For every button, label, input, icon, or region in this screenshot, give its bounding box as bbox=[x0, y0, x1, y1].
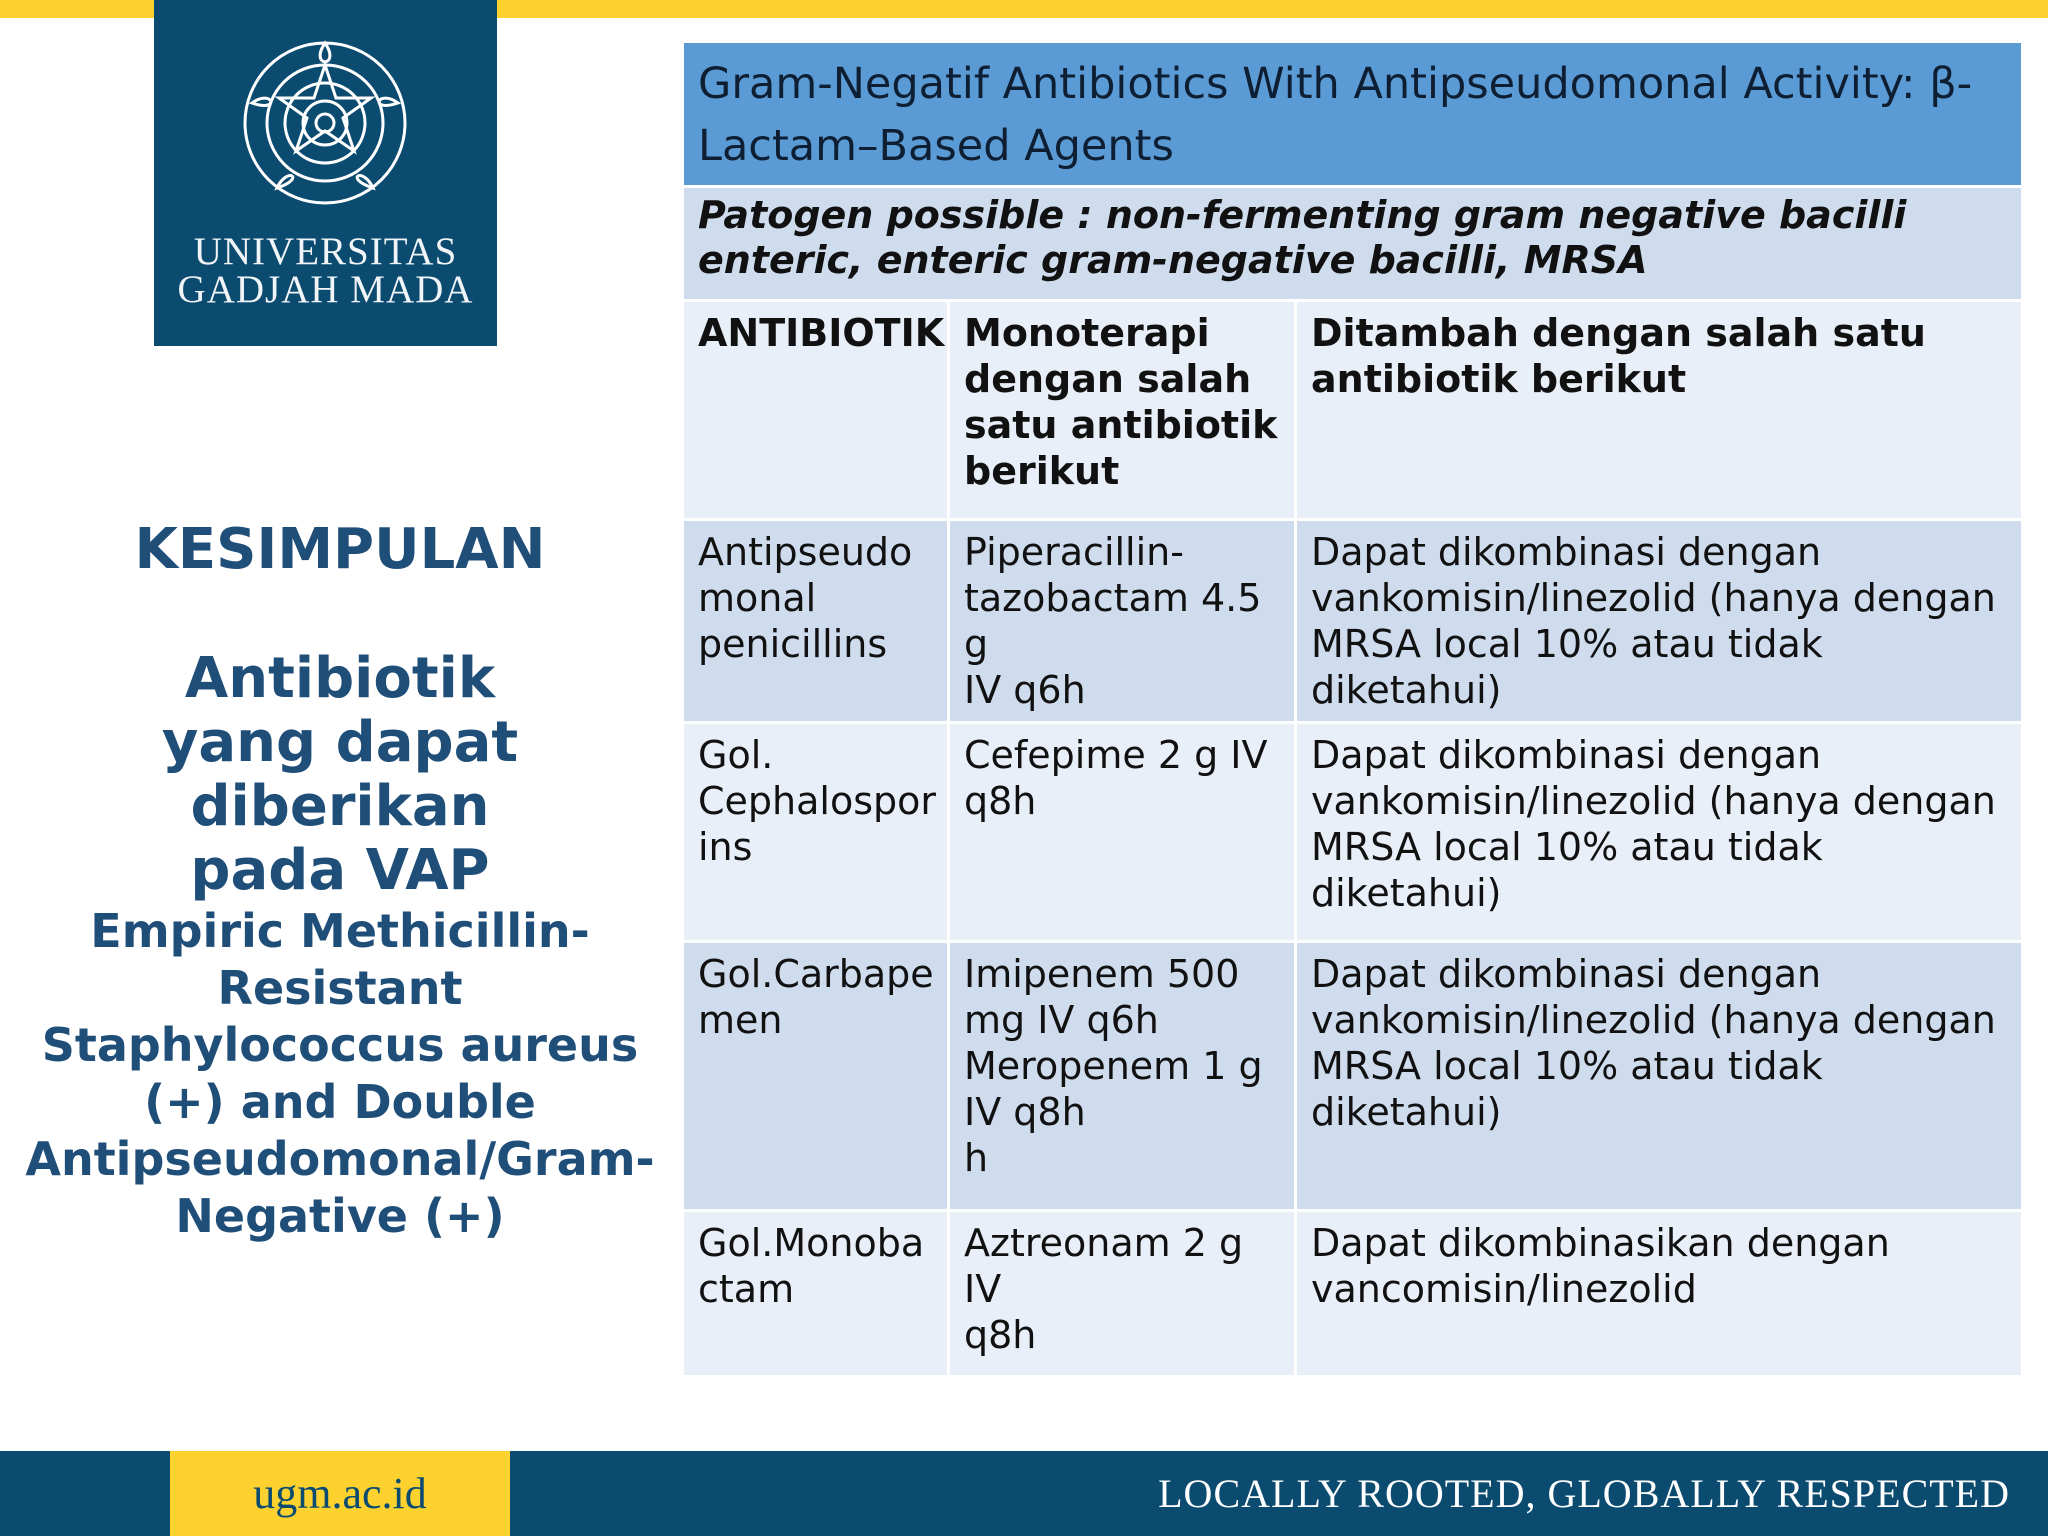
table-title-row bbox=[683, 42, 2023, 187]
table-row bbox=[683, 1211, 2023, 1377]
cell-monoterapi: Imipenem 500 mg IV q6h Meropenem 1 g IV q8h h bbox=[964, 952, 1263, 1180]
footer-url: ugm.ac.id bbox=[170, 1451, 510, 1536]
cell-antibiotik: Gol. Cephalospor ins bbox=[698, 733, 937, 869]
title-subtitle: Empiric Methicillin-Resistant Staphylococcus aureus (+) and Double Antipseudomonal/Gram-Negative (+) bbox=[25, 904, 655, 1243]
table-row bbox=[683, 723, 2023, 942]
conclusion-heading: KESIMPULAN bbox=[134, 517, 546, 582]
header-ditambah: Ditambah dengan salah satu antibiotik berikut bbox=[1296, 301, 2023, 520]
header-row bbox=[683, 301, 2023, 520]
cell-monoterapi: Cefepime 2 g IV q8h bbox=[964, 733, 1268, 823]
pathogen-row bbox=[683, 187, 2023, 301]
title-line-3: pada VAP bbox=[190, 838, 490, 903]
logo-text-line2: GADJAH MADA bbox=[177, 268, 474, 311]
title-line-2: yang dapat diberikan bbox=[161, 710, 519, 839]
table-row bbox=[683, 942, 2023, 1211]
cell-ditambah: Dapat dikombinasikan dengan vancomisin/linezolid bbox=[1311, 1221, 1890, 1311]
cell-monoterapi: Aztreonam 2 g IV q8h bbox=[964, 1221, 1244, 1357]
title-line-1: Antibiotik bbox=[184, 646, 496, 711]
table-row bbox=[683, 520, 2023, 723]
cell-antibiotik: Gol.Monoba ctam bbox=[698, 1221, 925, 1311]
table-title: Gram-Negatif Antibiotics With Antipseudomonal Activity: β-Lactam–Based Agents bbox=[683, 42, 2023, 187]
antibiotic-table bbox=[681, 40, 2024, 1378]
cell-ditambah: Dapat dikombinasi dengan vankomisin/linezolid (hanya dengan MRSA local 10% atau tidak diketahui) bbox=[1311, 733, 1996, 915]
cell-monoterapi: Piperacillin- tazobactam 4.5 g IV q6h bbox=[964, 530, 1262, 712]
logo-text-line1: UNIVERSITAS bbox=[193, 230, 458, 273]
university-logo bbox=[154, 0, 497, 346]
cell-ditambah: Dapat dikombinasi dengan vankomisin/linezolid (hanya dengan MRSA local 10% atau tidak diketahui) bbox=[1311, 952, 1996, 1134]
footer-slogan: LOCALLY ROOTED, GLOBALLY RESPECTED bbox=[1158, 1471, 2010, 1516]
cell-ditambah: Dapat dikombinasi dengan vankomisin/linezolid (hanya dengan MRSA local 10% atau tidak diketahui) bbox=[1311, 530, 1996, 712]
slide-left-title bbox=[14, 515, 666, 1245]
header-monoterapi: Monoterapi dengan salah satu antibiotik berikut bbox=[949, 301, 1296, 520]
cell-antibiotik: Antipseudo monal penicillins bbox=[698, 530, 913, 666]
header-antibiotik: ANTIBIOTIK bbox=[683, 301, 949, 520]
pathogen-text: Patogen possible : non-fermenting gram negative bacilli enteric, enteric gram-negative bacilli, MRSA bbox=[683, 187, 2023, 301]
ugm-emblem-icon bbox=[242, 38, 408, 208]
cell-antibiotik: Gol.Carbape men bbox=[698, 952, 934, 1042]
